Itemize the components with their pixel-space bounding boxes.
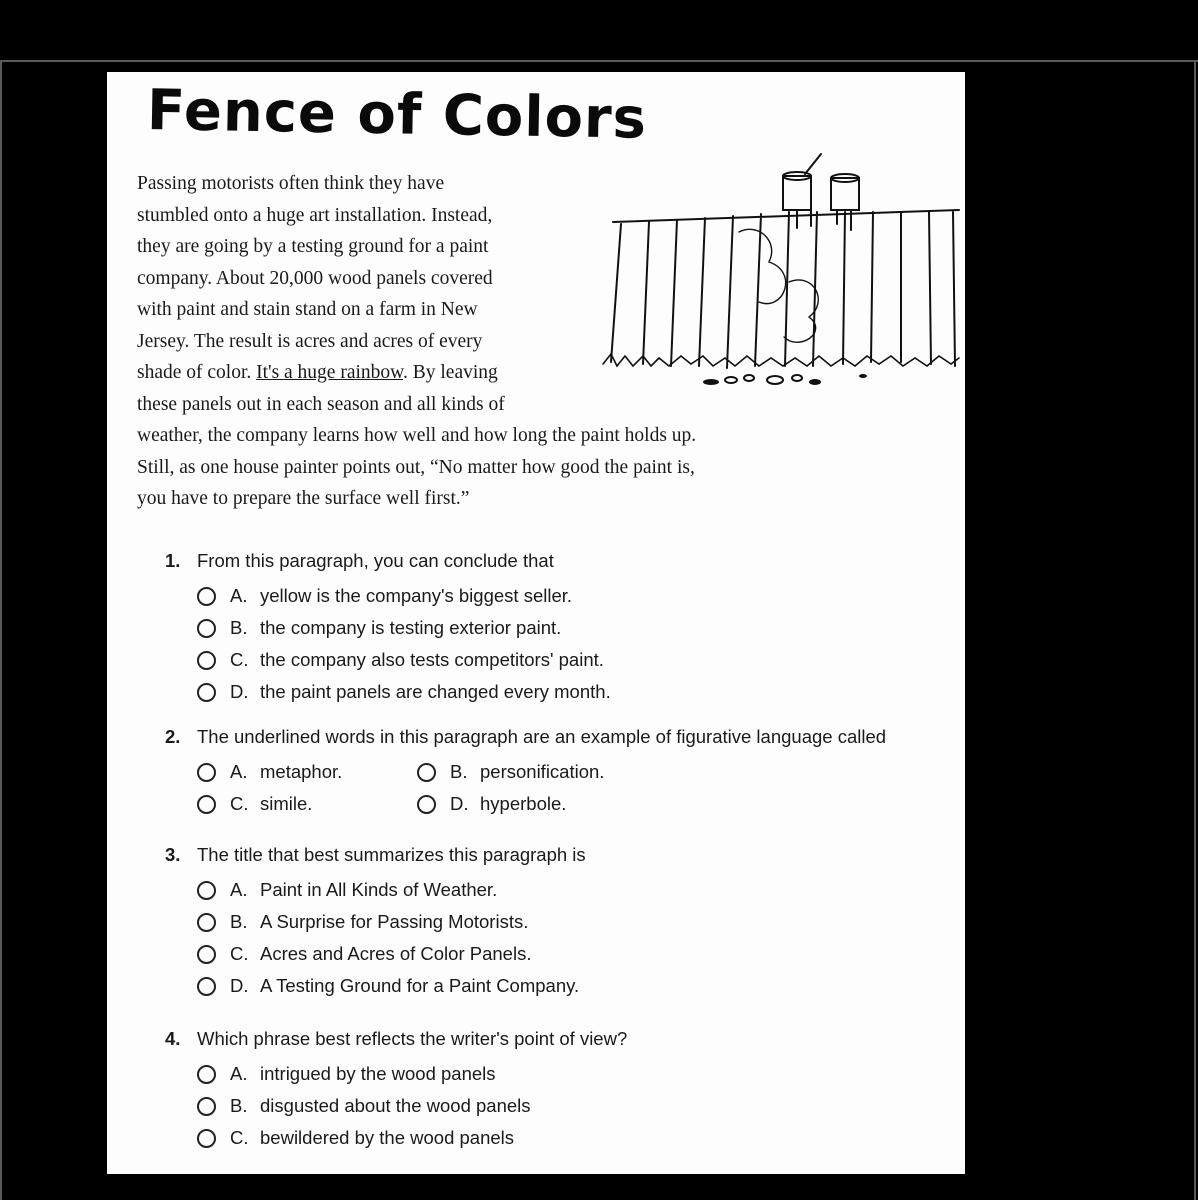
answer-option[interactable] (197, 788, 417, 820)
option-letter: B. (230, 911, 248, 932)
question-stem (165, 726, 955, 756)
passage-text: shade of color. (137, 362, 257, 383)
question-1 (165, 550, 955, 726)
option-letter: A. (230, 761, 248, 782)
question-list (165, 550, 955, 1154)
left-border-line (0, 60, 2, 1200)
option-letter: C. (230, 793, 249, 814)
radio-circle-icon[interactable] (197, 763, 216, 782)
answer-option[interactable] (197, 676, 955, 708)
page-title: Fence of Colors (146, 78, 648, 152)
question-stem (165, 550, 955, 580)
option-text: bewildered by the wood panels (260, 1127, 515, 1148)
option-text: Acres and Acres of Color Panels. (260, 943, 532, 964)
radio-circle-icon[interactable] (197, 1097, 216, 1116)
answer-option[interactable] (197, 1090, 955, 1122)
radio-circle-icon[interactable] (197, 945, 216, 964)
question-stem (165, 1028, 955, 1058)
question-text: The underlined words in this paragraph are an example of figurative language called (197, 726, 887, 747)
passage-line: Still, as one house painter points out, “No matter how good the paint is, (137, 456, 695, 478)
option-text: metaphor. (260, 761, 343, 782)
option-letter: A. (230, 879, 248, 900)
question-stem (165, 844, 955, 874)
radio-circle-icon[interactable] (197, 587, 216, 606)
option-text: A Testing Ground for a Paint Company. (260, 975, 580, 996)
question-3 (165, 844, 955, 1028)
question-number: 1. (165, 550, 181, 571)
answer-option[interactable] (197, 906, 955, 938)
radio-circle-icon[interactable] (197, 619, 216, 638)
radio-circle-icon[interactable] (197, 913, 216, 932)
option-letter: C. (230, 649, 249, 670)
answer-option[interactable] (197, 644, 955, 676)
radio-circle-icon[interactable] (197, 651, 216, 670)
answer-option[interactable] (197, 612, 955, 644)
answer-option[interactable] (197, 970, 955, 1002)
option-text: the company also tests competitors' paint. (260, 649, 604, 670)
answer-option[interactable] (417, 788, 717, 820)
passage-line: weather, the company learns how well and how long the paint holds up. (137, 425, 697, 446)
answer-option[interactable] (417, 756, 717, 788)
passage-line: stumbled onto a huge art installation. Instead, (137, 204, 493, 226)
answer-option[interactable] (197, 874, 955, 906)
question-number: 4. (165, 1028, 181, 1049)
passage-line: you have to prepare the surface well first.” (137, 488, 470, 509)
question-number: 2. (165, 726, 181, 747)
option-text: disgusted about the wood panels (260, 1095, 531, 1116)
option-text: yellow is the company's biggest seller. (260, 585, 573, 606)
radio-circle-icon[interactable] (197, 977, 216, 996)
option-text: personification. (480, 761, 605, 782)
right-border-line (1194, 60, 1196, 1200)
option-letter: D. (230, 975, 249, 996)
option-text: the paint panels are changed every month. (260, 681, 611, 702)
passage-line: Passing motorists often think they have (137, 173, 445, 194)
question-2 (165, 726, 955, 844)
answer-option[interactable] (197, 580, 955, 612)
passage-text: . By leaving (402, 362, 498, 383)
radio-circle-icon[interactable] (197, 683, 216, 702)
radio-circle-icon[interactable] (417, 795, 436, 814)
top-border-line (0, 60, 1198, 62)
radio-circle-icon[interactable] (197, 1065, 216, 1084)
question-number: 3. (165, 844, 181, 865)
option-letter: B. (450, 761, 468, 782)
fence-with-paint-cans-icon (599, 152, 961, 402)
option-letter: D. (230, 681, 249, 702)
passage-line: these panels out in each season and all kinds of (137, 393, 505, 415)
passage-line: with paint and stain stand on a farm in New (137, 299, 478, 320)
question-text: The title that best summarizes this paragraph is (197, 844, 586, 865)
question-4 (165, 1028, 955, 1154)
option-letter: B. (230, 1095, 248, 1116)
option-letter: A. (230, 585, 248, 606)
passage-line: they are going by a testing ground for a paint (137, 236, 489, 257)
answer-option[interactable] (197, 1058, 955, 1090)
answer-option[interactable] (197, 1122, 955, 1154)
passage-line: company. About 20,000 wood panels covered (137, 267, 493, 289)
answer-option[interactable] (197, 938, 955, 970)
radio-circle-icon[interactable] (197, 795, 216, 814)
option-letter: B. (230, 617, 248, 638)
option-letter: A. (230, 1063, 248, 1084)
option-letter: D. (450, 793, 469, 814)
option-letter: C. (230, 1127, 249, 1148)
option-text: A Surprise for Passing Motorists. (260, 911, 529, 932)
radio-circle-icon[interactable] (197, 881, 216, 900)
option-text: hyperbole. (480, 793, 567, 814)
question-text: Which phrase best reflects the writer's point of view? (197, 1028, 628, 1049)
radio-circle-icon[interactable] (197, 1129, 216, 1148)
passage-line: Jersey. The result is acres and acres of every (137, 330, 483, 352)
option-text: the company is testing exterior paint. (260, 617, 562, 638)
option-text: simile. (260, 793, 313, 814)
radio-circle-icon[interactable] (417, 763, 436, 782)
underlined-phrase: It's a huge rainbow (256, 362, 403, 383)
question-text: From this paragraph, you can conclude that (197, 550, 554, 571)
option-text: Paint in All Kinds of Weather. (260, 879, 498, 900)
answer-option[interactable] (197, 756, 417, 788)
option-letter: C. (230, 943, 249, 964)
worksheet-page (107, 72, 965, 1174)
option-text: intrigued by the wood panels (260, 1063, 496, 1084)
